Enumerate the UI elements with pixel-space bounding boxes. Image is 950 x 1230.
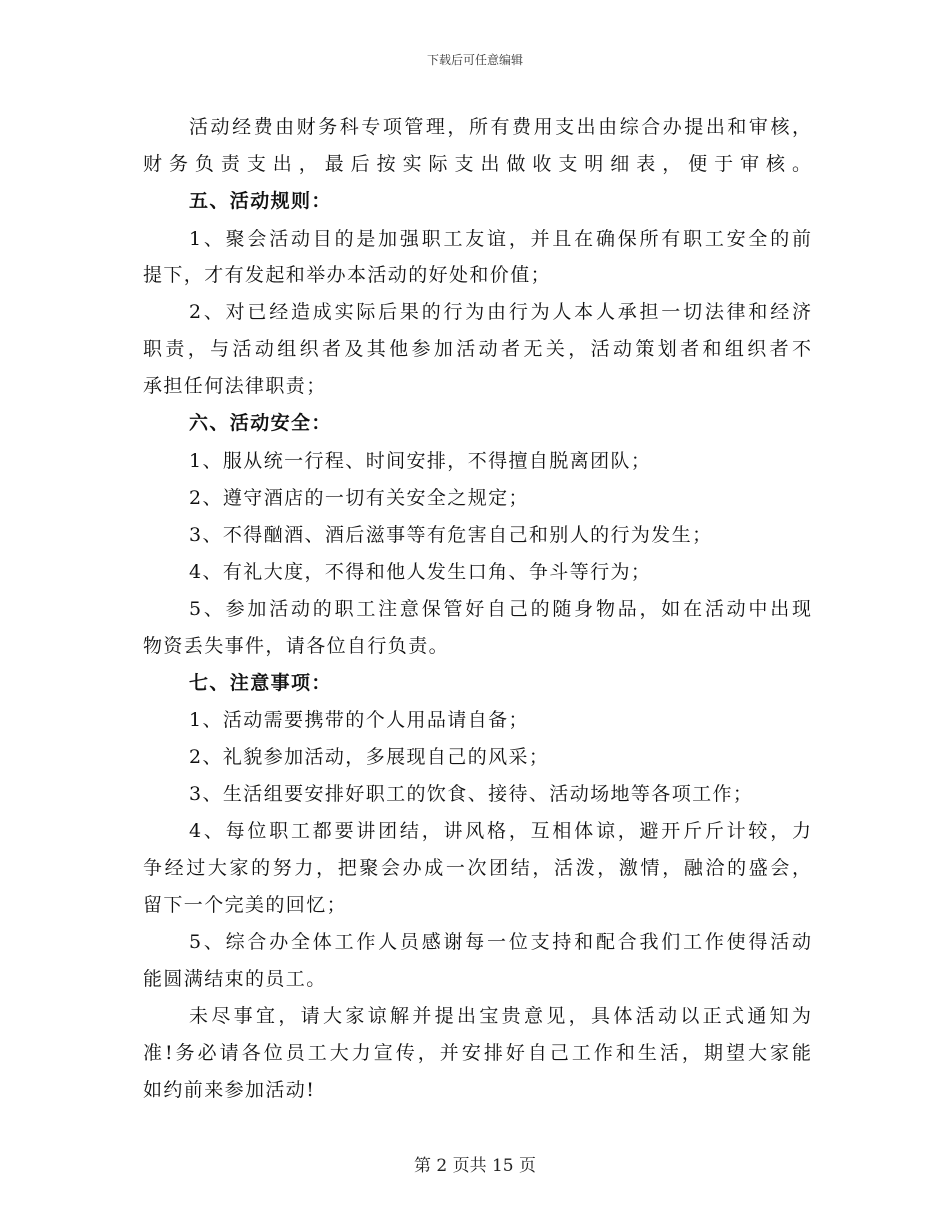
list-item: 2、礼貌参加活动，多展现自己的风采； <box>189 746 550 768</box>
list-item: 4、每位职工都要讲团结，讲风格，互相体谅，避开斤斤计较，力 <box>189 820 811 842</box>
paragraph-line: 能圆满结束的员工。 <box>143 968 327 990</box>
section-heading: 七、注意事项： <box>189 672 332 694</box>
list-item: 5、参加活动的职工注意保管好自己的随身物品，如在活动中出现 <box>189 598 811 620</box>
paragraph-line: 活动经费由财务科专项管理，所有费用支出由综合办提出和审核， <box>189 116 811 138</box>
paragraph-line: 争经过大家的努力，把聚会办成一次团结，活泼，激情，融洽的盛会， <box>143 857 811 879</box>
paragraph-line: 1、聚会活动目的是加强职工友谊，并且在确保所有职工安全的前 <box>189 228 811 250</box>
paragraph-line: 2、对已经造成实际后果的行为由行为人本人承担一切法律和经济 <box>189 301 811 323</box>
paragraph-line: 物资丢失事件，请各位自行负责。 <box>143 635 450 657</box>
list-item: 1、服从统一行程、时间安排，不得擅自脱离团队； <box>189 450 652 472</box>
paragraph-line: 留下一个完美的回忆； <box>143 894 348 916</box>
list-item: 5、综合办全体工作人员感谢每一位支持和配合我们工作使得活动 <box>189 931 811 953</box>
paragraph-line: 准!务必请各位员工大力宣传，并安排好自己工作和生活，期望大家能 <box>143 1042 811 1064</box>
page-header: 下载后可任意编辑 <box>426 53 523 67</box>
list-item: 1、活动需要携带的个人用品请自备； <box>189 709 529 731</box>
paragraph-line: 未尽事宜，请大家谅解并提出宝贵意见，具体活动以正式通知为 <box>189 1005 811 1027</box>
list-item: 4、有礼大度，不得和他人发生口角、争斗等行为； <box>189 561 652 583</box>
section-heading: 五、活动规则： <box>189 190 332 212</box>
page-footer: 第 2 页共 15 页 <box>413 1156 537 1176</box>
paragraph-line: 财务负责支出，最后按实际支出做收支明细表，便于审核。 <box>143 153 811 175</box>
section-heading: 六、活动安全： <box>189 412 332 434</box>
paragraph-line: 如约前来参加活动! <box>143 1079 316 1101</box>
list-item: 3、不得酗酒、酒后滋事等有危害自己和别人的行为发生； <box>189 524 713 546</box>
paragraph-line: 提下，才有发起和举办本活动的好处和价值； <box>143 264 552 286</box>
list-item: 2、遵守酒店的一切有关安全之规定； <box>189 487 529 509</box>
list-item: 3、生活组要安排好职工的饮食、接待、活动场地等各项工作； <box>189 783 754 805</box>
paragraph-line: 职责，与活动组织者及其他参加活动者无关，活动策划者和组织者不 <box>143 338 811 360</box>
paragraph-line: 承担任何法律职责； <box>143 375 327 397</box>
